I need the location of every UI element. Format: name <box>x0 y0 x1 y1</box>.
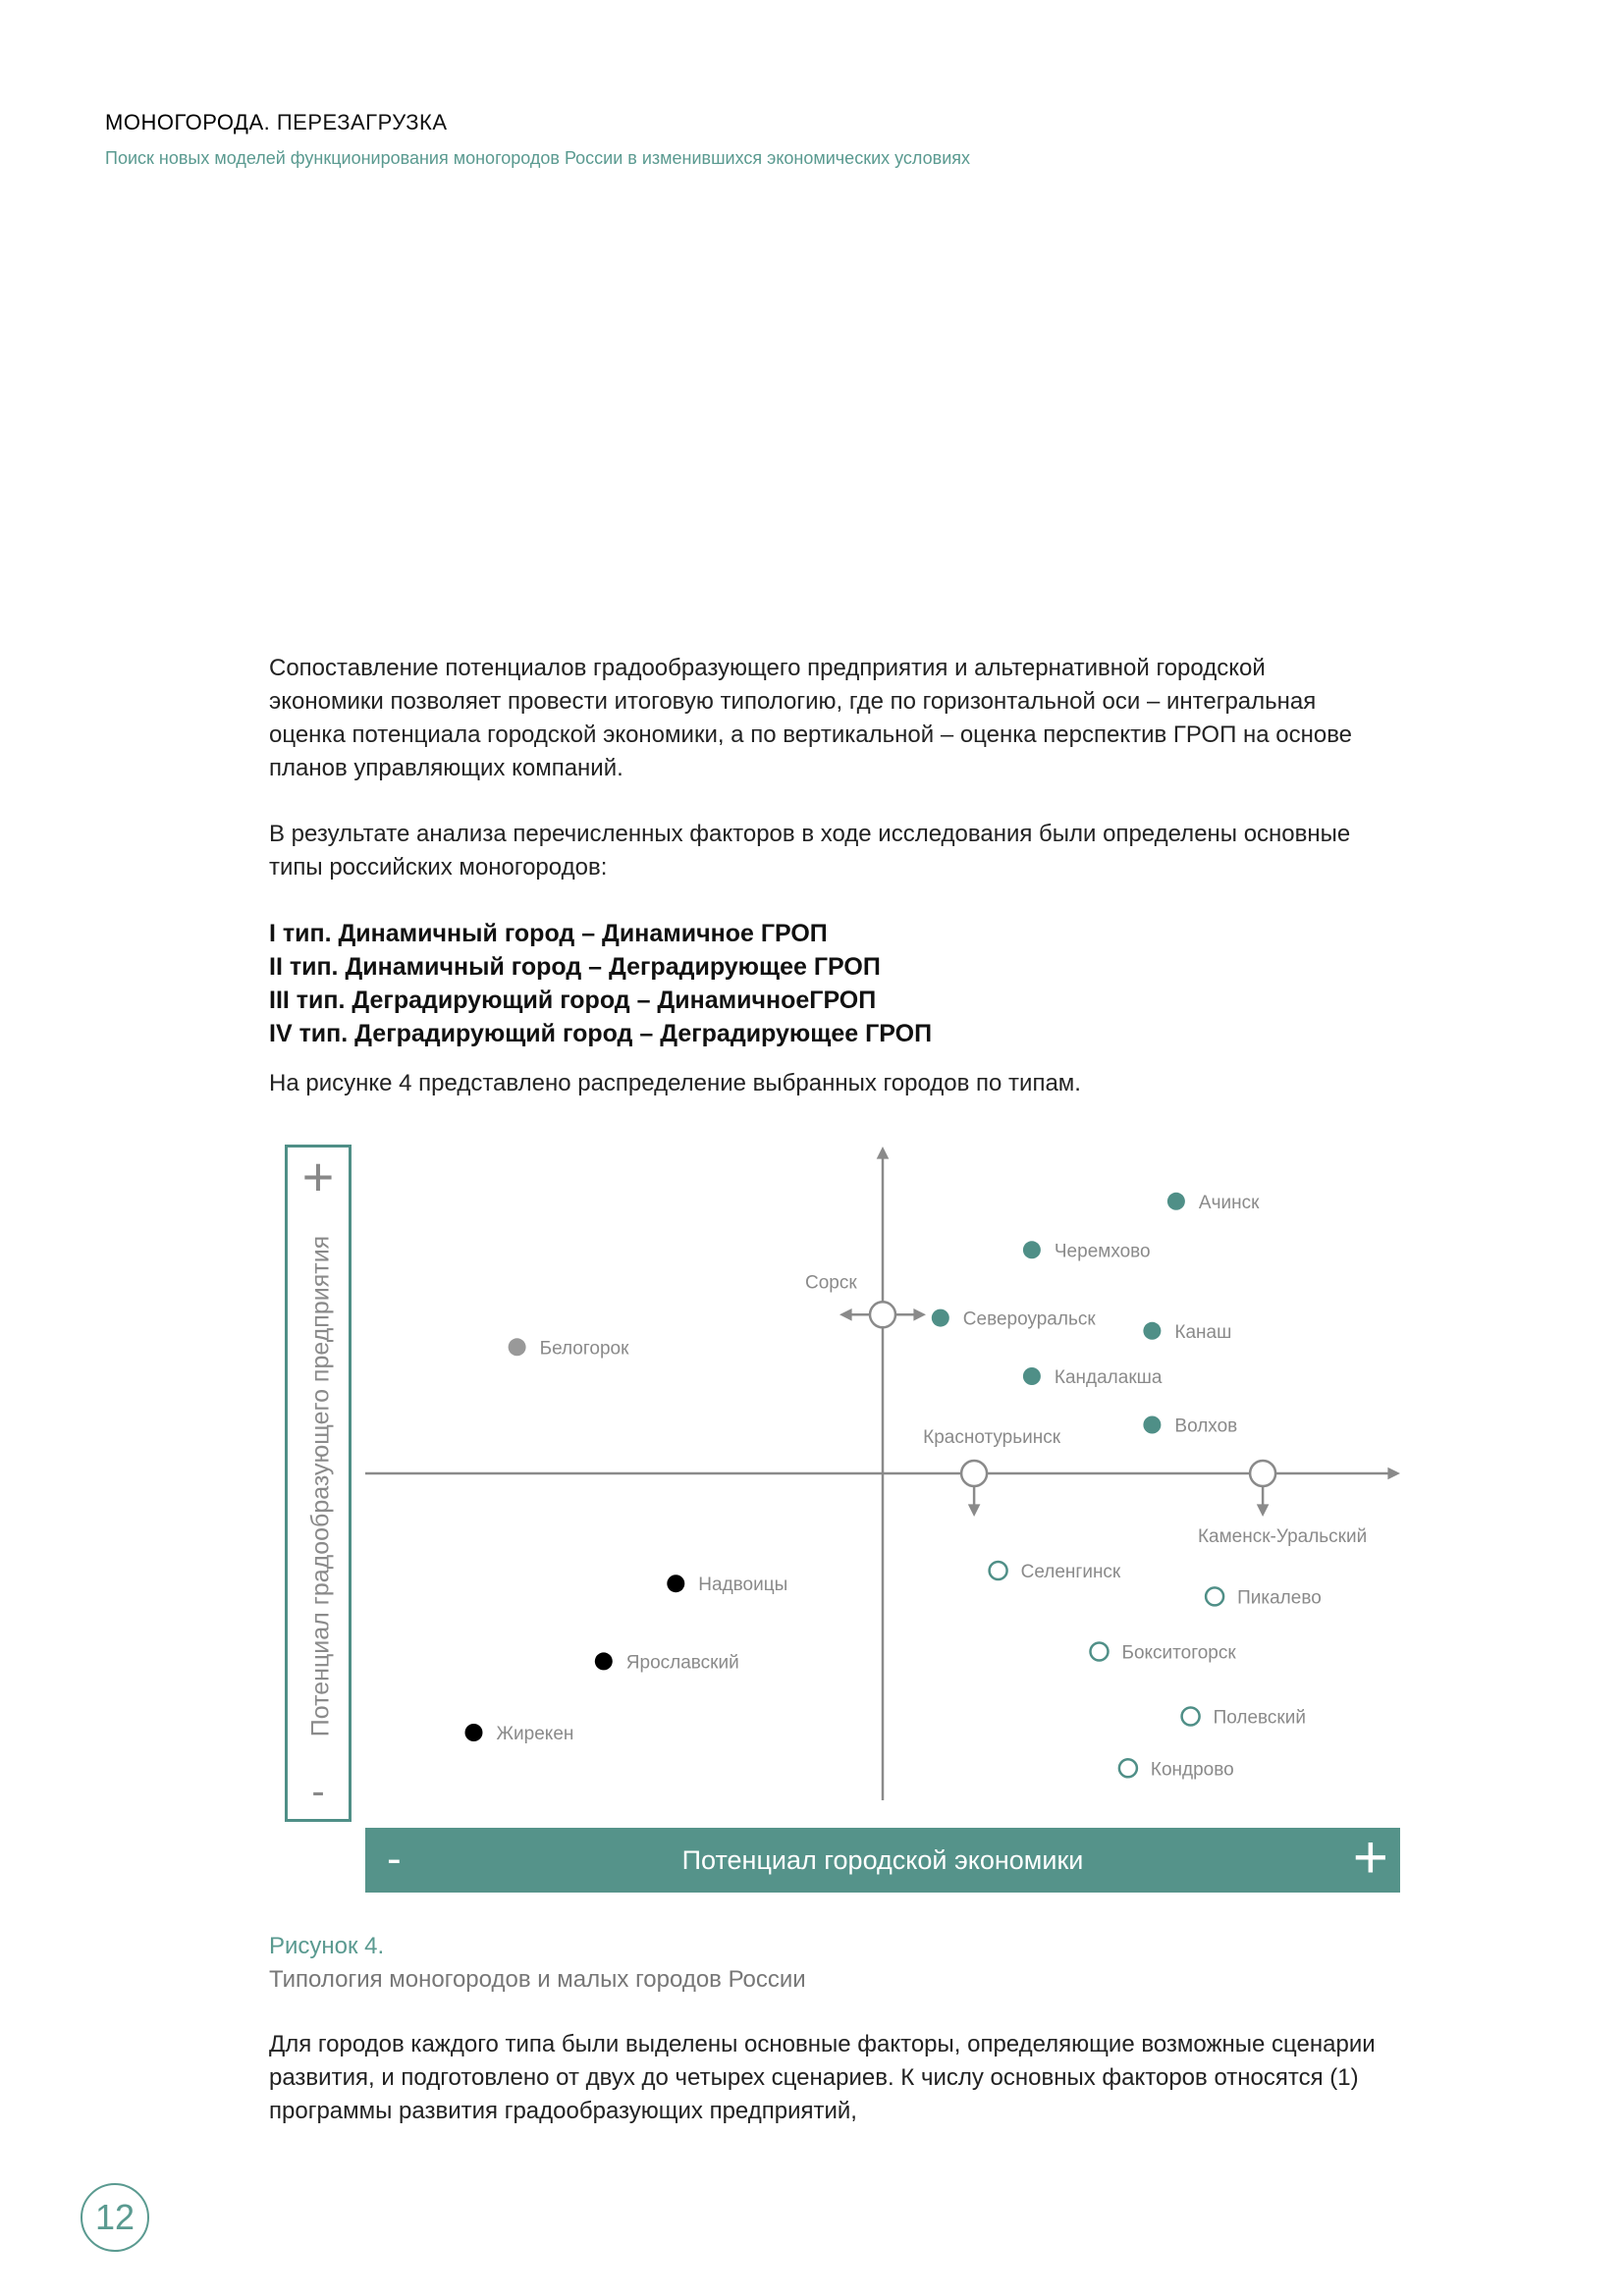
data-point <box>990 1562 1007 1579</box>
data-point <box>509 1338 526 1356</box>
type-item: I тип. Динамичный город – Динамичное ГРОП <box>269 920 828 947</box>
data-point <box>595 1652 613 1670</box>
type-item: II тип. Динамичный город – Деградирующее ГРОП <box>269 953 881 981</box>
x-axis-bar <box>365 1824 1400 1893</box>
point-label: Каменск-Уральский <box>1197 1526 1368 1547</box>
data-point <box>1167 1193 1185 1210</box>
data-point <box>1091 1643 1109 1661</box>
data-point <box>1023 1367 1041 1385</box>
point-label: Ярославский <box>625 1652 739 1674</box>
paragraph-analysis: В результате анализа перечисленных факторов в ходе исследования были определены основные типы российских моногородов: <box>269 821 1351 881</box>
transition-point <box>961 1461 987 1486</box>
y-axis-plus: + <box>301 1146 335 1207</box>
header-title: МОНОГОРОДА. ПЕРЕЗАГРУЗКА <box>105 110 448 134</box>
typology-chart <box>365 1145 1400 1822</box>
y-axis-box <box>285 1145 352 1822</box>
point-label: Краснотурьинск <box>923 1427 1061 1448</box>
data-point <box>1143 1322 1161 1340</box>
point-label: Сорск <box>805 1272 857 1294</box>
point-label: Белогорок <box>539 1338 629 1360</box>
data-point <box>1119 1759 1137 1777</box>
paragraph-intro: Сопоставление потенциалов градообразующего предприятия и альтернативной городской экономики позволяет провести итоговую типологию, где по горизонтальной оси – интегральная оценка потенциала городской экономики, а по вертикальной – оценка перспектив ГРОП на основе планов управляющих компаний. <box>269 655 1353 781</box>
data-point <box>667 1575 684 1592</box>
data-point <box>1182 1708 1200 1726</box>
y-axis-minus: - <box>311 1770 325 1813</box>
point-label: Волхов <box>1174 1415 1238 1437</box>
x-axis-minus: - <box>387 1835 402 1883</box>
point-label: Черемхово <box>1054 1241 1151 1262</box>
point-label: Надвоицы <box>698 1575 788 1596</box>
paragraph-factors: Для городов каждого типа были выделены основные факторы, определяющие возможные сценарии развития, и подготовлено от двух до четырех сценариев. К числу основных факторов относятся (1) программы развития градообразующих предприятий, <box>269 2031 1376 2124</box>
transition-point <box>870 1302 895 1327</box>
point-label: Кандалакша <box>1054 1367 1163 1388</box>
data-point <box>1206 1587 1223 1605</box>
point-label: Североуральск <box>962 1308 1096 1330</box>
data-point <box>932 1309 949 1327</box>
point-label: Бокситогорск <box>1121 1642 1236 1664</box>
move-arrow-down <box>1257 1504 1270 1517</box>
type-item: IV тип. Деградирующий город – Деградирующее ГРОП <box>269 1020 933 1047</box>
x-axis-arrow <box>1387 1468 1400 1480</box>
point-label: Пикалево <box>1237 1587 1322 1609</box>
page-number: 12 <box>81 2183 149 2252</box>
figure-number: Рисунок 4. <box>269 1933 385 1959</box>
point-label: Полевский <box>1213 1707 1306 1729</box>
point-label: Кондрово <box>1150 1759 1234 1781</box>
y-axis-arrow <box>877 1147 890 1159</box>
data-point <box>1143 1416 1161 1434</box>
point-label: Жирекен <box>496 1724 574 1744</box>
x-axis-label: Потенциал городской экономики <box>681 1845 1084 1875</box>
figure-title: Типология моногородов и малых городов России <box>269 1966 806 1993</box>
point-label: Селенгинск <box>1020 1562 1121 1582</box>
paragraph-figure-ref: На рисунке 4 представлено распределение выбранных городов по типам. <box>269 1070 1081 1096</box>
y-axis-label: Потенциал градообразующего предприятия <box>306 1235 335 1737</box>
header-subtitle: Поиск новых моделей функционирования моногородов России в изменившихся экономических условиях <box>105 148 970 168</box>
running-header <box>105 110 970 169</box>
point-label: Ачинск <box>1198 1192 1260 1213</box>
data-point <box>465 1724 483 1741</box>
move-arrow-right <box>913 1308 926 1321</box>
x-axis-plus: + <box>1352 1824 1388 1892</box>
move-arrow-down <box>968 1504 981 1517</box>
types-list <box>269 917 932 1050</box>
move-arrow-left <box>839 1308 852 1321</box>
figure-caption <box>269 1930 806 1997</box>
type-item: III тип. Деградирующий город – ДинамичноеГРОП <box>269 987 877 1014</box>
transition-point <box>1250 1461 1275 1486</box>
data-point <box>1023 1241 1041 1258</box>
point-label: Канаш <box>1174 1321 1232 1343</box>
